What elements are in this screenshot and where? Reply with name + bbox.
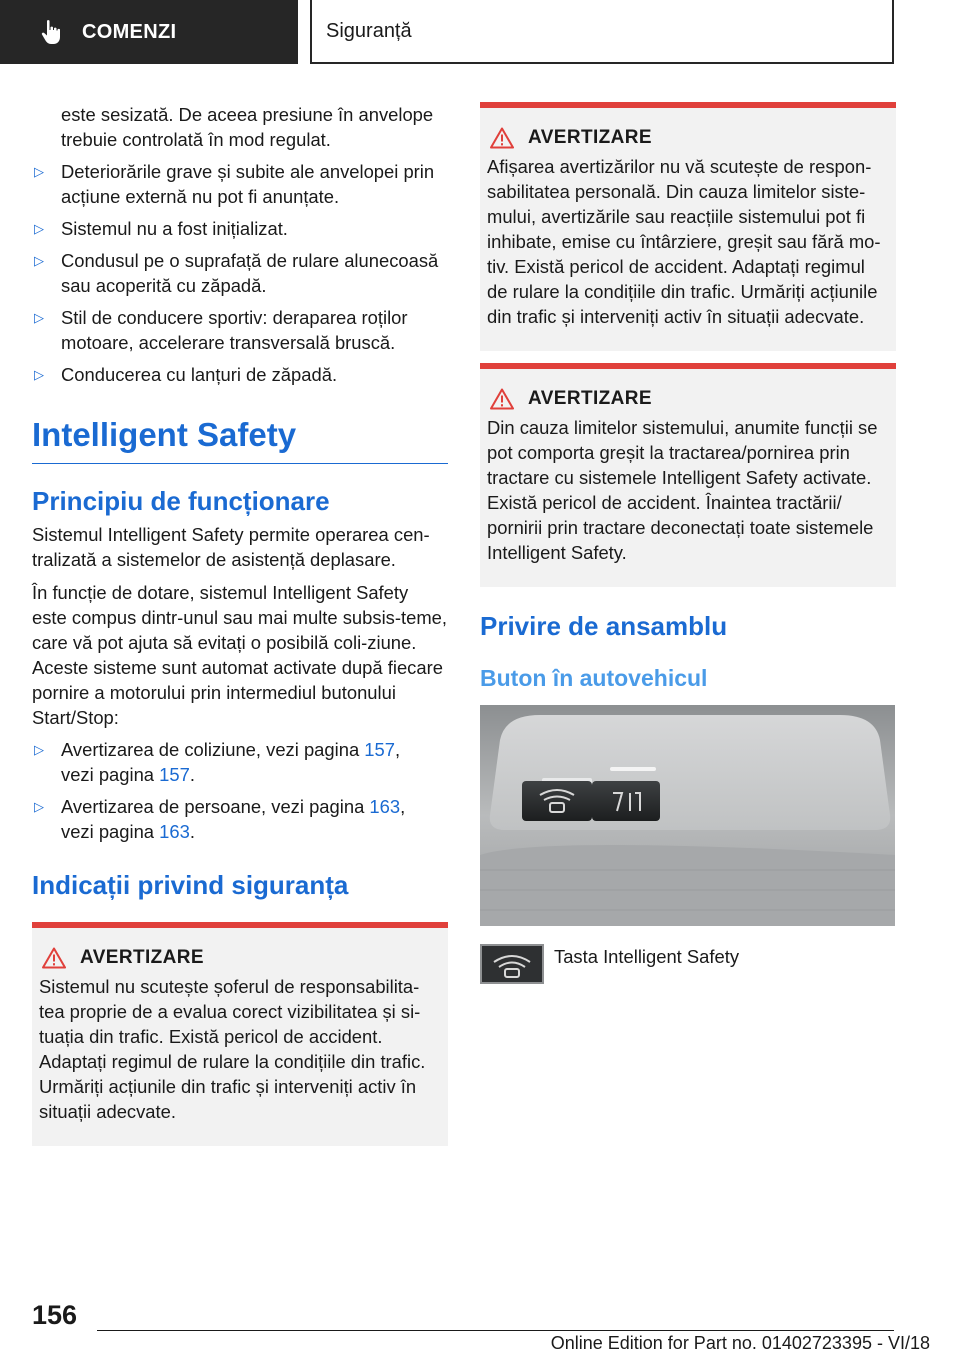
triangle-bullet-icon: ▷ <box>34 367 44 382</box>
warning-text: Din cauza limitelor sistemului, anumite funcții se pot comporta greșit la tractarea/pornirea prin tractare cu sistemele Intelligent Safety activate. Există pericol de accident. Înaintea tractării/ pornirii prin tractare deconectați toate sistemele Intelligent Safety. <box>487 417 878 563</box>
section-heading-principle: Principiu de funcționare <box>32 486 330 516</box>
page-number: 156 <box>32 1300 78 1330</box>
key-label: Tasta Intelligent Safety <box>554 946 740 967</box>
warning-triangle-icon <box>42 947 66 969</box>
footer-edition: Online Edition for Part no. 01402723395 - VI/18 <box>550 1333 930 1353</box>
warning-text: Afișarea avertizărilor nu vă scutește de respon-sabilitatea personală. Din cauza limitelor siste-mului, avertizările sau reacțiile sistemului pot fi inhibate, emise cu întârziere, greșit sau fără mo-tiv. Există pericol de accident. Adaptați regimul de rulare la condițiile din trafic. Urmăriți acțiunile din trafic și interveniți activ în situații adecvate. <box>487 156 881 327</box>
warning-box <box>32 922 448 1146</box>
list-item: ▷ Sistemul nu a fost inițializat. <box>34 218 288 239</box>
page-link[interactable]: 163 <box>369 796 401 817</box>
chapter-heading: Intelligent Safety <box>32 415 448 464</box>
list-item: ▷ Condusul pe o suprafață de rulare alunecoasă sau acoperită cu zăpadă. <box>34 250 439 296</box>
paragraph: În funcție de dotare, sistemul Intelligent Safety este compus dintr-unul sau mai multe subsis-teme, care vă pot ajuta să evitați o posibilă coli-ziune. Aceste sisteme sunt automat activate după fiecare pornire a motorului prin intermediul butonului Start/Stop: <box>32 582 447 728</box>
triangle-bullet-icon: ▷ <box>34 799 44 814</box>
list-item: ▷ Avertizarea de coliziune, vezi pagina 157, vezi pagina 157. <box>34 739 401 785</box>
right-column <box>480 102 896 984</box>
page-link[interactable]: 157 <box>159 764 190 785</box>
warning-box <box>480 102 896 351</box>
section-heading-overview: Privire de ansamblu <box>480 611 728 641</box>
page-link[interactable]: 163 <box>159 821 190 842</box>
triangle-bullet-icon: ▷ <box>34 310 44 325</box>
limitation-list <box>32 159 448 387</box>
footer-divider <box>97 1330 894 1331</box>
triangle-bullet-icon: ▷ <box>34 742 44 757</box>
subsection-heading-button: Buton în autovehicul <box>480 665 708 691</box>
warning-box <box>480 363 896 587</box>
left-column <box>32 102 448 1146</box>
section-header <box>310 0 894 64</box>
section-title: Siguranță <box>326 19 412 42</box>
warning-triangle-icon <box>490 127 514 149</box>
page-link[interactable]: 157 <box>364 739 395 760</box>
triangle-bullet-icon: ▷ <box>34 164 44 179</box>
section-heading-safety: Indicații privind siguranța <box>32 870 349 900</box>
subsystem-list <box>32 737 448 844</box>
list-item: ▷ Conducerea cu lanțuri de zăpadă. <box>34 364 338 385</box>
triangle-bullet-icon: ▷ <box>34 221 44 236</box>
button-panel-illustration <box>480 705 895 926</box>
warning-triangle-icon <box>490 388 514 410</box>
paragraph: Sistemul Intelligent Safety permite operarea cen-tralizată a sistemelor de asistență deplasare. <box>32 524 430 570</box>
chapter-tab-label: COMENZI <box>82 20 177 43</box>
list-item: ▷ Deteriorările grave și subite ale anvelopei prin acțiune externă nu pot fi anunțate. <box>34 161 435 207</box>
key-legend <box>480 944 896 984</box>
list-item: ▷ Stil de conducere sportiv: deraparea roților motoare, accelerare transversală bruscă. <box>34 307 408 353</box>
warning-text: Sistemul nu scutește șoferul de responsabilita-tea proprie de a evalua corect vizibilitatea și si-tuația din trafic. Există pericol de accident. Adaptați regimul de rulare la condițiile din trafic. Urmăriți acțiunile din trafic și interveniți activ în situații adecvate. <box>39 976 426 1122</box>
vehicle-button-photo <box>480 705 895 926</box>
triangle-bullet-icon: ▷ <box>34 253 44 268</box>
chapter-tab[interactable] <box>0 0 298 64</box>
continuation-text: este sesizată. De aceea presiune în anvelope trebuie controlată în mod regulat. <box>61 104 434 150</box>
warning-title: AVERTIZARE <box>528 388 652 409</box>
list-item: ▷ Avertizarea de persoane, vezi pagina 163, vezi pagina 163. <box>34 796 406 842</box>
warning-title: AVERTIZARE <box>528 127 652 148</box>
hand-pointer-icon <box>40 19 64 45</box>
intelligent-safety-key-icon <box>480 944 544 984</box>
warning-title: AVERTIZARE <box>80 947 204 968</box>
